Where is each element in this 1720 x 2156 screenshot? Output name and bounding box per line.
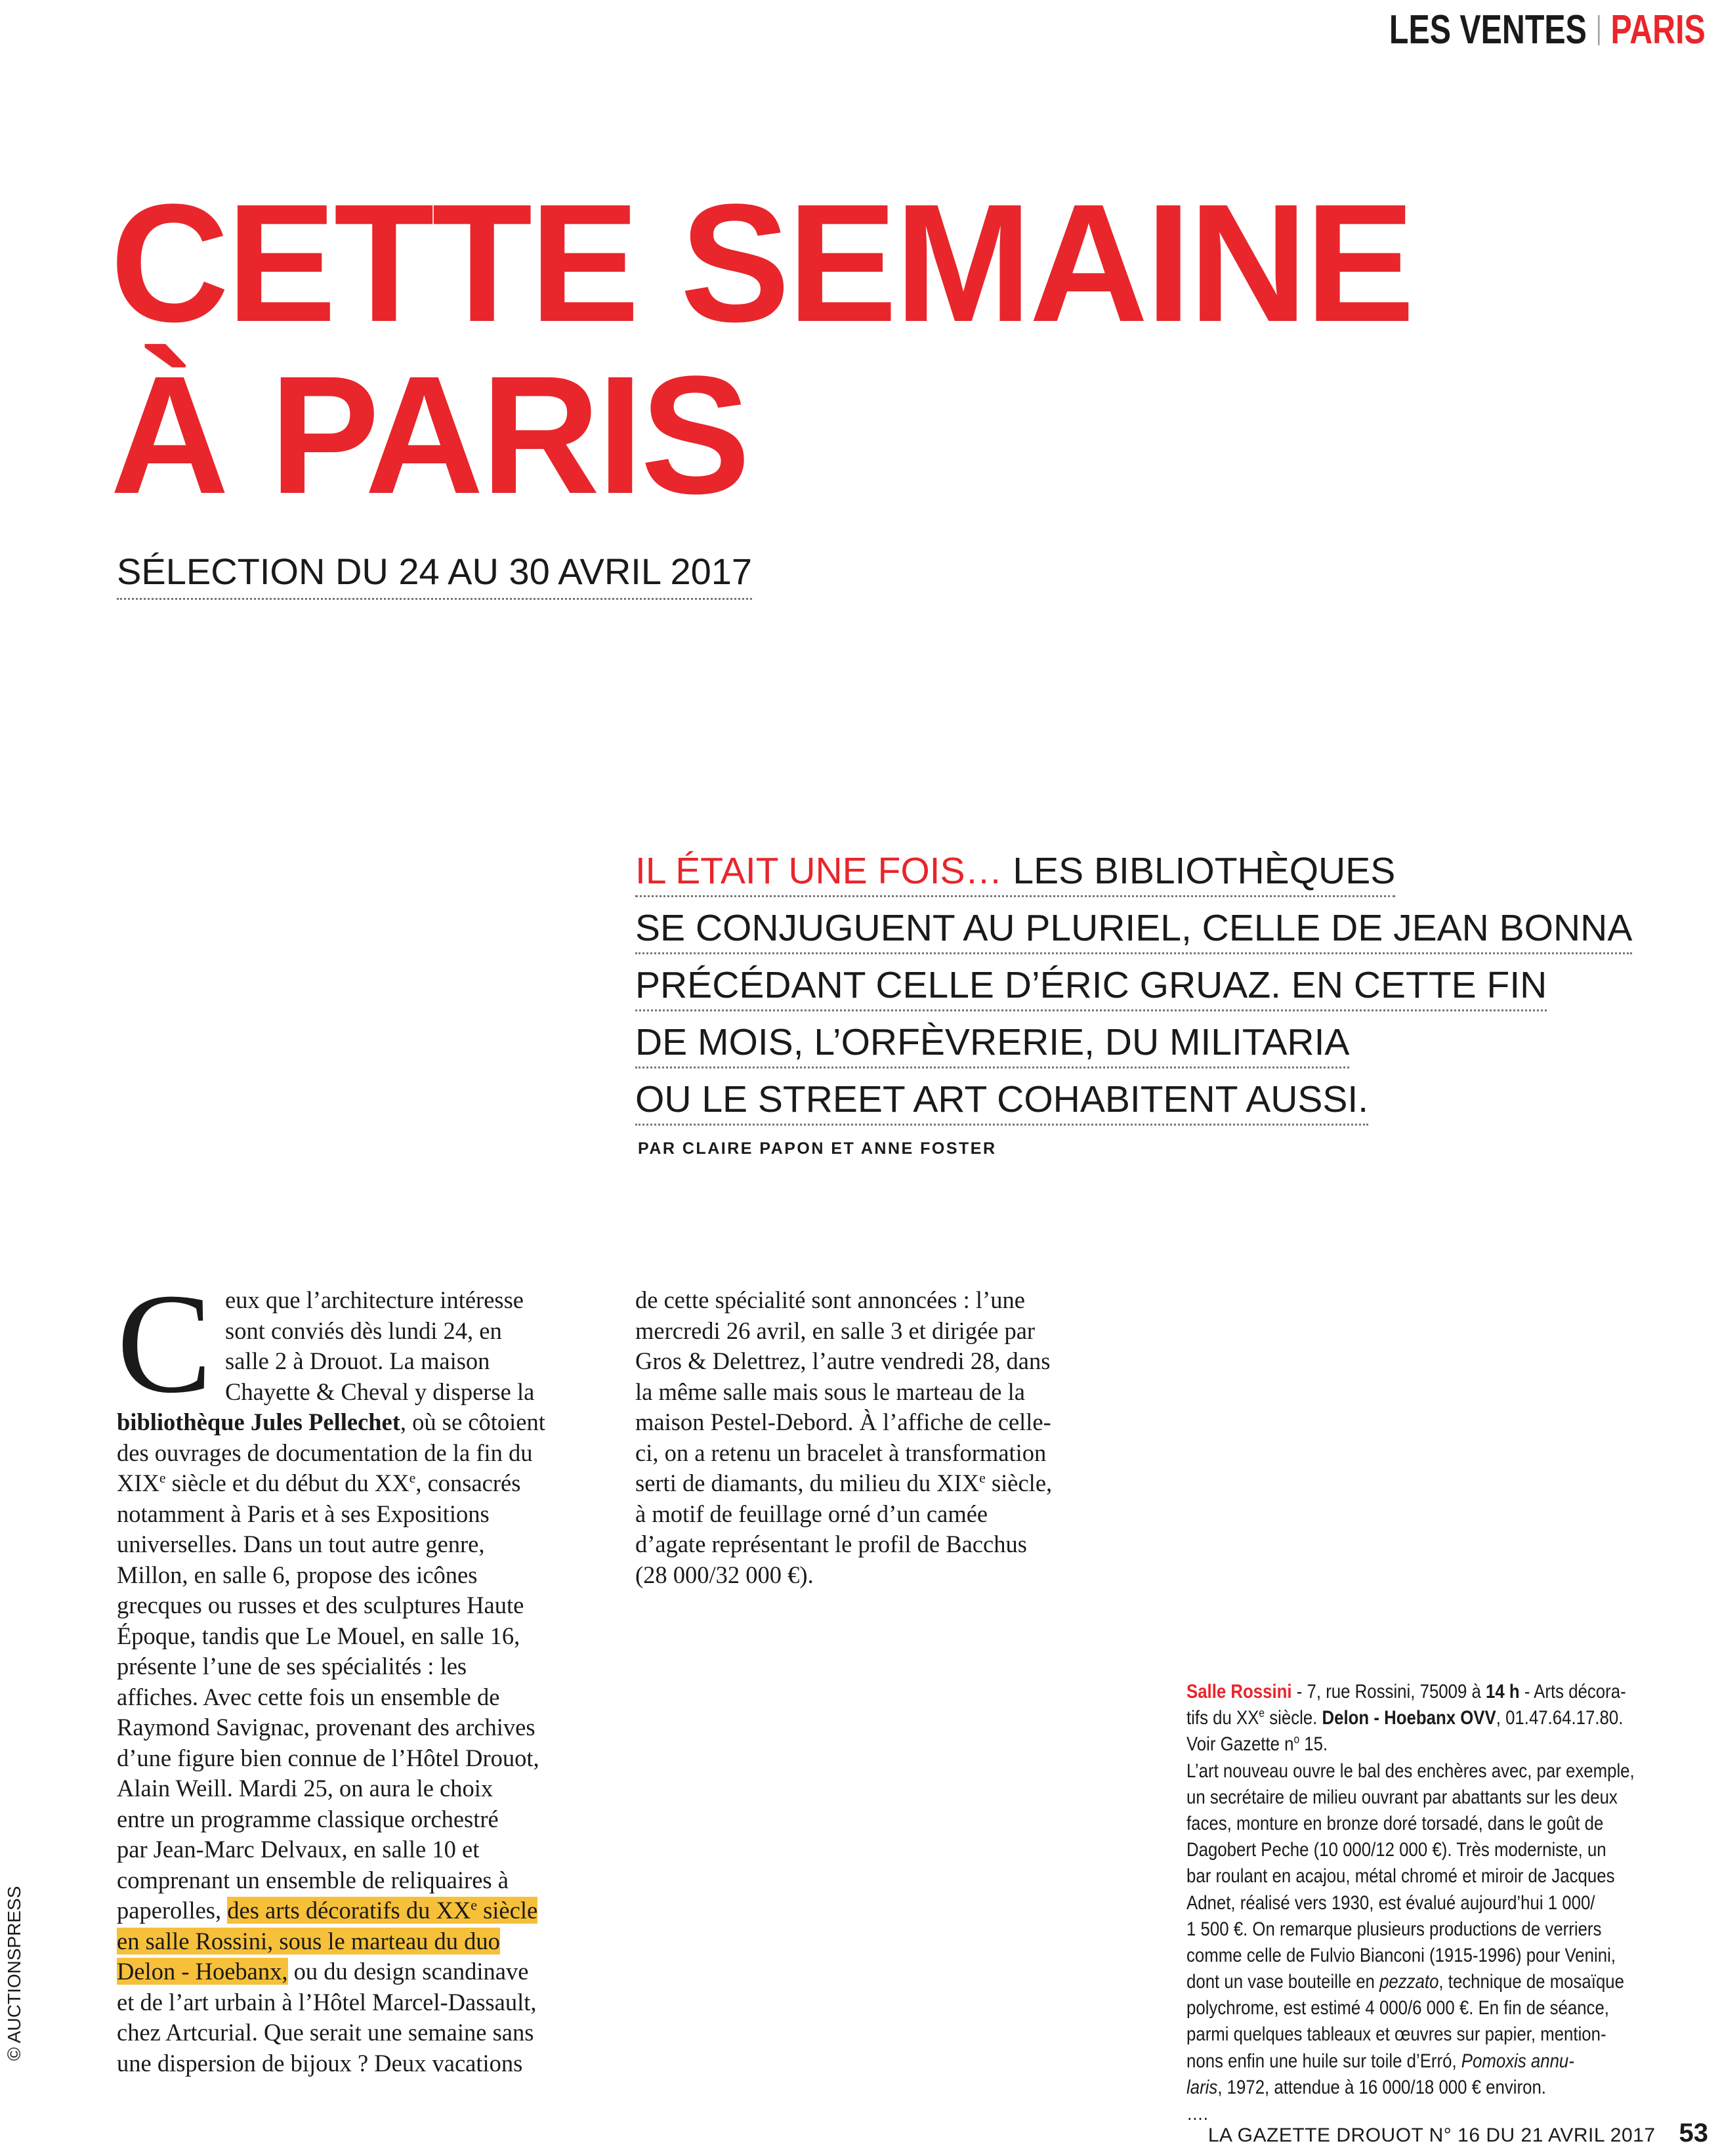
highlighted-text bbox=[227, 1897, 537, 1924]
listing-text: - Arts décora- bbox=[1519, 1681, 1626, 1702]
body-line: d’agate représentant le profil de Bacchus bbox=[635, 1531, 1027, 1557]
highlighted-text: en salle Rossini, sous le marteau du duo bbox=[117, 1927, 500, 1955]
body-line: eux que l’architecture intéresse bbox=[225, 1286, 524, 1313]
body-line: Chayette & Cheval y disperse la bbox=[225, 1378, 535, 1405]
body-line: entre un programme classique orchestré bbox=[117, 1805, 499, 1832]
listing-text: tifs du XX bbox=[1186, 1707, 1259, 1729]
listing-text: , technique de mosaïque bbox=[1438, 1971, 1625, 1993]
section-label: LES VENTES bbox=[1389, 7, 1587, 53]
listing-line: …. bbox=[1186, 2103, 1208, 2124]
body-line: des ouvrages de documentation de la fin du bbox=[117, 1439, 533, 1466]
listing-line: parmi quelques tableaux et œuvres sur papier, mention- bbox=[1186, 2023, 1606, 2046]
artwork-title: Pomoxis annu- bbox=[1461, 2050, 1574, 2072]
venue-name: Salle Rossini bbox=[1186, 1681, 1292, 1702]
body-line: chez Artcurial. Que serait une semaine sans bbox=[117, 2019, 534, 2046]
listing-line bbox=[1186, 1731, 1610, 1758]
listing-line: bar roulant en acajou, métal chromé et miroir de Jacques bbox=[1186, 1865, 1615, 1888]
listing-line: faces, monture en bronze doré torsadé, dans le goût de bbox=[1186, 1812, 1604, 1834]
body-text: paperolles, bbox=[117, 1897, 228, 1924]
standfirst-text: LES BIBLIOTHÈQUES bbox=[1002, 850, 1396, 892]
body-line bbox=[117, 1895, 576, 1926]
body-line: à motif de feuillage orné d’un camée bbox=[635, 1500, 988, 1527]
body-column-2 bbox=[635, 1285, 1095, 1590]
publication-info: LA GAZETTE DROUOT N° 16 DU 21 AVRIL 2017 bbox=[1207, 2124, 1656, 2146]
highlighted-text: Delon - Hoebanx, bbox=[117, 1958, 288, 1985]
body-line: de cette spécialité sont annoncées : l’une bbox=[635, 1286, 1025, 1313]
body-text: XIX bbox=[117, 1469, 159, 1496]
body-line: la même salle mais sous le marteau de la bbox=[635, 1378, 1025, 1405]
superscript: e bbox=[471, 1896, 477, 1913]
listing-line bbox=[1186, 1679, 1626, 1705]
body-line bbox=[117, 1407, 576, 1438]
byline: PAR CLAIRE PAPON ET ANNE FOSTER bbox=[638, 1139, 997, 1158]
intro-standfirst bbox=[635, 851, 1646, 1136]
body-text: ou du design scandinave bbox=[287, 1958, 529, 1985]
body-line: Époque, tandis que Le Mouel, en salle 16, bbox=[117, 1622, 520, 1649]
sale-time: 14 h bbox=[1486, 1681, 1520, 1702]
listing-text: siècle. bbox=[1265, 1707, 1322, 1729]
body-line: notamment à Paris et à ses Expositions bbox=[117, 1500, 490, 1527]
listing-line bbox=[1186, 1705, 1624, 1731]
listing-text: , 1972, attendue à 16 000/18 000 € environ. bbox=[1217, 2076, 1546, 2098]
title-line-2: À PARIS bbox=[110, 341, 748, 529]
body-line bbox=[117, 1468, 576, 1499]
listing-line: un secrétaire de milieu ouvrant par abattants sur les deux bbox=[1186, 1786, 1618, 1808]
listing-text: 15. bbox=[1299, 1733, 1328, 1756]
body-line: grecques ou russes et des sculptures Haute bbox=[117, 1592, 524, 1618]
body-line: maison Pestel-Debord. À l’affiche de celle- bbox=[635, 1408, 1051, 1435]
listing-line: 1 500 €. On remarque plusieurs productions de verriers bbox=[1186, 1918, 1602, 1940]
body-text: serti de diamants, du milieu du XIX bbox=[635, 1469, 980, 1496]
body-line: affiches. Avec cette fois un ensemble de bbox=[117, 1683, 500, 1710]
superscript: e bbox=[1259, 1706, 1265, 1720]
body-line: Gros & Delettrez, l’autre vendredi 28, dans bbox=[635, 1347, 1051, 1374]
body-text: , où se côtoient bbox=[400, 1408, 545, 1435]
listing-line: Adnet, réalisé vers 1930, est évalué aujourd’hui 1 000/ bbox=[1186, 1892, 1595, 1914]
artwork-title: laris bbox=[1186, 2076, 1218, 2098]
standfirst-line: OU LE STREET ART COHABITENT AUSSI. bbox=[635, 1079, 1368, 1126]
title-line-1: CETTE SEMAINE bbox=[110, 169, 1413, 357]
page-number: 53 bbox=[1679, 2119, 1708, 2147]
body-line: et de l’art urbain à l’Hôtel Marcel-Dassault, bbox=[117, 1988, 537, 2016]
standfirst-line: DE MOIS, L’ORFÈVRERIE, DU MILITARIA bbox=[635, 1022, 1349, 1068]
standfirst-lead: IL ÉTAIT UNE FOIS… bbox=[635, 850, 1003, 892]
body-line: sont conviés dès lundi 24, en bbox=[225, 1317, 502, 1344]
body-line: d’une figure bien connue de l’Hôtel Drouot, bbox=[117, 1744, 539, 1771]
sale-listing-rossini bbox=[1186, 1679, 1679, 2127]
body-line: salle 2 à Drouot. La maison bbox=[225, 1347, 490, 1374]
body-line bbox=[117, 1926, 576, 1957]
body-line: Alain Weill. Mardi 25, on aura le choix bbox=[117, 1775, 493, 1802]
listing-line bbox=[1186, 2075, 1610, 2101]
listing-text: - 7, rue Rossini, 75009 à bbox=[1291, 1681, 1486, 1702]
body-text: des arts décoratifs du XX bbox=[227, 1897, 471, 1924]
section-city: PARIS bbox=[1610, 7, 1706, 53]
auction-house: Delon - Hoebanx OVV bbox=[1322, 1707, 1496, 1729]
body-text: siècle bbox=[476, 1897, 538, 1924]
drop-cap: C bbox=[117, 1265, 213, 1423]
body-line bbox=[635, 1468, 1095, 1499]
body-line: Raymond Savignac, provenant des archives bbox=[117, 1714, 535, 1741]
listing-line: comme celle de Fulvio Bianconi (1915-1996) pour Venini, bbox=[1186, 1944, 1616, 1966]
subtitle: SÉLECTION DU 24 AU 30 AVRIL 2017 bbox=[117, 550, 752, 600]
standfirst-line bbox=[635, 851, 1395, 897]
body-line bbox=[117, 1956, 576, 1987]
listing-line: L’art nouveau ouvre le bal des enchères avec, par exemple, bbox=[1186, 1760, 1635, 1782]
body-line: par Jean-Marc Delvaux, en salle 10 et bbox=[117, 1836, 480, 1863]
superscript: e bbox=[159, 1469, 166, 1486]
listing-text: nons enfin une huile sur toile d’Erró, bbox=[1186, 2050, 1461, 2072]
superscript: o bbox=[1293, 1733, 1300, 1746]
body-line: (28 000/32 000 €). bbox=[635, 1561, 814, 1588]
body-text: , consacrés bbox=[415, 1469, 521, 1496]
body-text: siècle et du début du XX bbox=[165, 1469, 409, 1496]
standfirst-line: SE CONJUGUENT AU PLURIEL, CELLE DE JEAN BONNA bbox=[635, 908, 1632, 954]
body-line: présente l’une de ses spécialités : les bbox=[117, 1653, 467, 1680]
italic-term: pezzato bbox=[1379, 1971, 1439, 1993]
listing-text: Voir Gazette n bbox=[1186, 1733, 1294, 1756]
listing-line bbox=[1186, 1969, 1625, 1995]
body-line: comprenant un ensemble de reliquaires à bbox=[117, 1866, 509, 1893]
page-footer bbox=[1208, 2119, 1708, 2148]
photo-credit: © AUCTIONSPRESS bbox=[4, 1886, 24, 2061]
body-line: ci, on a retenu un bracelet à transformation bbox=[635, 1439, 1047, 1466]
header-divider bbox=[1598, 15, 1599, 45]
body-text: siècle, bbox=[985, 1469, 1053, 1496]
bold-term: bibliothèque Jules Pellechet bbox=[117, 1408, 400, 1435]
phone-number: , 01.47.64.17.80. bbox=[1496, 1707, 1624, 1729]
body-line: Millon, en salle 6, propose des icônes bbox=[117, 1561, 478, 1588]
listing-text: dont un vase bouteille en bbox=[1186, 1971, 1380, 1993]
body-line: une dispersion de bijoux ? Deux vacations bbox=[117, 2049, 523, 2077]
page-title bbox=[110, 169, 1413, 529]
body-column-1 bbox=[117, 1285, 576, 2079]
body-line: universelles. Dans un tout autre genre, bbox=[117, 1531, 485, 1557]
listing-line: polychrome, est estimé 4 000/6 000 €. En fin de séance, bbox=[1186, 1997, 1609, 2019]
listing-line bbox=[1186, 2048, 1610, 2075]
body-line: mercredi 26 avril, en salle 3 et dirigée par bbox=[635, 1317, 1036, 1344]
superscript: e bbox=[409, 1469, 416, 1486]
listing-line: Dagobert Peche (10 000/12 000 €). Très moderniste, un bbox=[1186, 1839, 1606, 1861]
section-header bbox=[1389, 7, 1706, 53]
superscript: e bbox=[979, 1469, 986, 1486]
standfirst-line: PRÉCÉDANT CELLE D’ÉRIC GRUAZ. EN CETTE FIN bbox=[635, 965, 1547, 1011]
